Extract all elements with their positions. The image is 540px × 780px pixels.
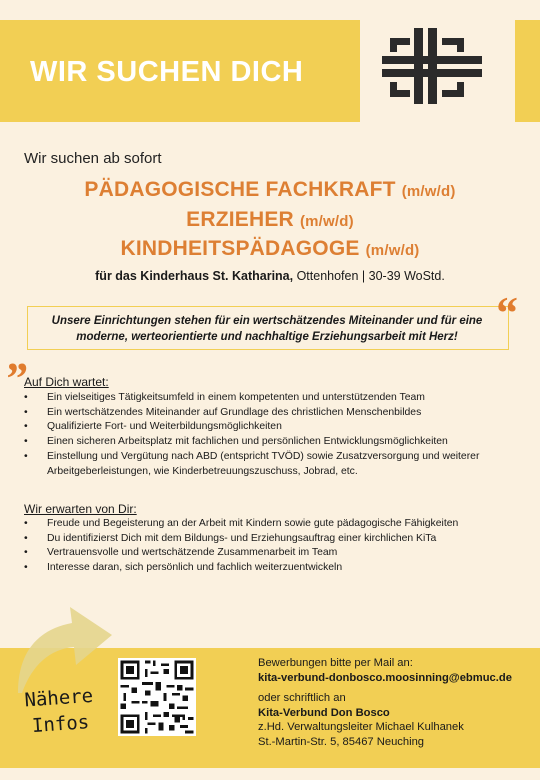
curved-arrow-icon: [0, 585, 130, 695]
quote-line: Unsere Einrichtungen stehen für ein wertschätzendes Miteinander und für eine: [51, 315, 483, 327]
quote-open-mark: „: [8, 329, 31, 380]
attn-line: z.Hd. Verwaltungsleiter Michael Kulhanek: [258, 721, 464, 733]
location-bold: für das Kinderhaus St. Katharina,: [95, 269, 294, 283]
job-title-text: PÄDAGOGISCHE FACHKRAFT: [84, 178, 396, 201]
cross-logo-icon: [360, 16, 515, 126]
apply-label: Bewerbungen bitte per Mail an:: [258, 657, 413, 669]
job-title-text: ERZIEHER: [186, 208, 294, 231]
or-label: oder schriftlich an: [258, 692, 346, 704]
expect-title: Wir erwarten von Dir:: [24, 502, 137, 516]
location-rest: Ottenhofen | 30-39 WoStd.: [293, 269, 445, 283]
list-item: • Ein vielseitiges Tätigkeitsumfeld in einem kompetenten und unterstützenden Team: [24, 391, 524, 406]
qr-code-graphic: [118, 658, 196, 736]
list-item: • Qualifizierte Fort- und Weiterbildungsmöglichkeiten: [24, 420, 524, 435]
job-title-text: KINDHEITSPÄDAGOGE: [120, 237, 360, 260]
page-title: WIR SUCHEN DICH: [30, 56, 304, 88]
list-item: • Du identifizierst Dich mit dem Bildungs- und Erziehungsauftrag einer kirchlichen KiTa: [24, 532, 524, 547]
job-title-suffix: (m/w/d): [299, 213, 354, 230]
address-line: St.-Martin-Str. 5, 85467 Neuching: [258, 735, 425, 748]
intro-text: Wir suchen ab sofort: [24, 150, 162, 167]
job-title: [0, 178, 540, 202]
quote-line: moderne, werteorientierte und nachhaltige Erziehungsarbeit mit Herz!: [76, 331, 458, 343]
list-item: • Interesse daran, sich persönlich und fachlich weiterzuentwickeln: [24, 561, 524, 576]
list-item: • Einstellung und Vergütung nach ABD (entspricht TVÖD) sowie Zusatzversorgung und weiterer Arbeitgeberleistungen, wie Kinderbetreuungszuschuss, Jobrad, etc.: [24, 450, 517, 479]
logo: [360, 16, 515, 126]
list-item: • Vertrauensvolle und wertschätzende Zusammenarbeit im Team: [24, 546, 524, 561]
org-name: Kita-Verbund Don Bosco: [258, 706, 390, 719]
qr-code-icon[interactable]: [118, 658, 196, 736]
quote-close-mark: “: [494, 287, 517, 338]
job-title-suffix: (m/w/d): [365, 242, 420, 259]
job-title: [0, 208, 540, 232]
list-item: • Ein wertschätzendes Miteinander auf Grundlage des christlichen Menschenbildes: [24, 406, 524, 421]
quote-text: [34, 313, 500, 345]
more-info-line: Nähere: [23, 684, 94, 712]
list-item: • Einen sicheren Arbeitsplatz mit fachlichen und persönlichen Entwicklungsmöglichkeiten: [24, 435, 524, 450]
job-title-suffix: (m/w/d): [401, 183, 456, 200]
list-item: • Freude und Begeisterung an der Arbeit mit Kindern sowie gute pädagogische Fähigkeiten: [24, 517, 524, 532]
expect-list: [24, 517, 524, 576]
location-line: [0, 269, 540, 283]
job-title: [0, 237, 540, 261]
offer-title: Auf Dich wartet:: [24, 375, 109, 389]
more-info-line: Infos: [31, 711, 90, 738]
offer-list: [24, 391, 524, 479]
more-info-label: [18, 682, 101, 739]
contact-block: [258, 656, 512, 749]
email-link[interactable]: kita-verbund-donbosco.moosinning@ebmuc.de: [258, 671, 512, 684]
